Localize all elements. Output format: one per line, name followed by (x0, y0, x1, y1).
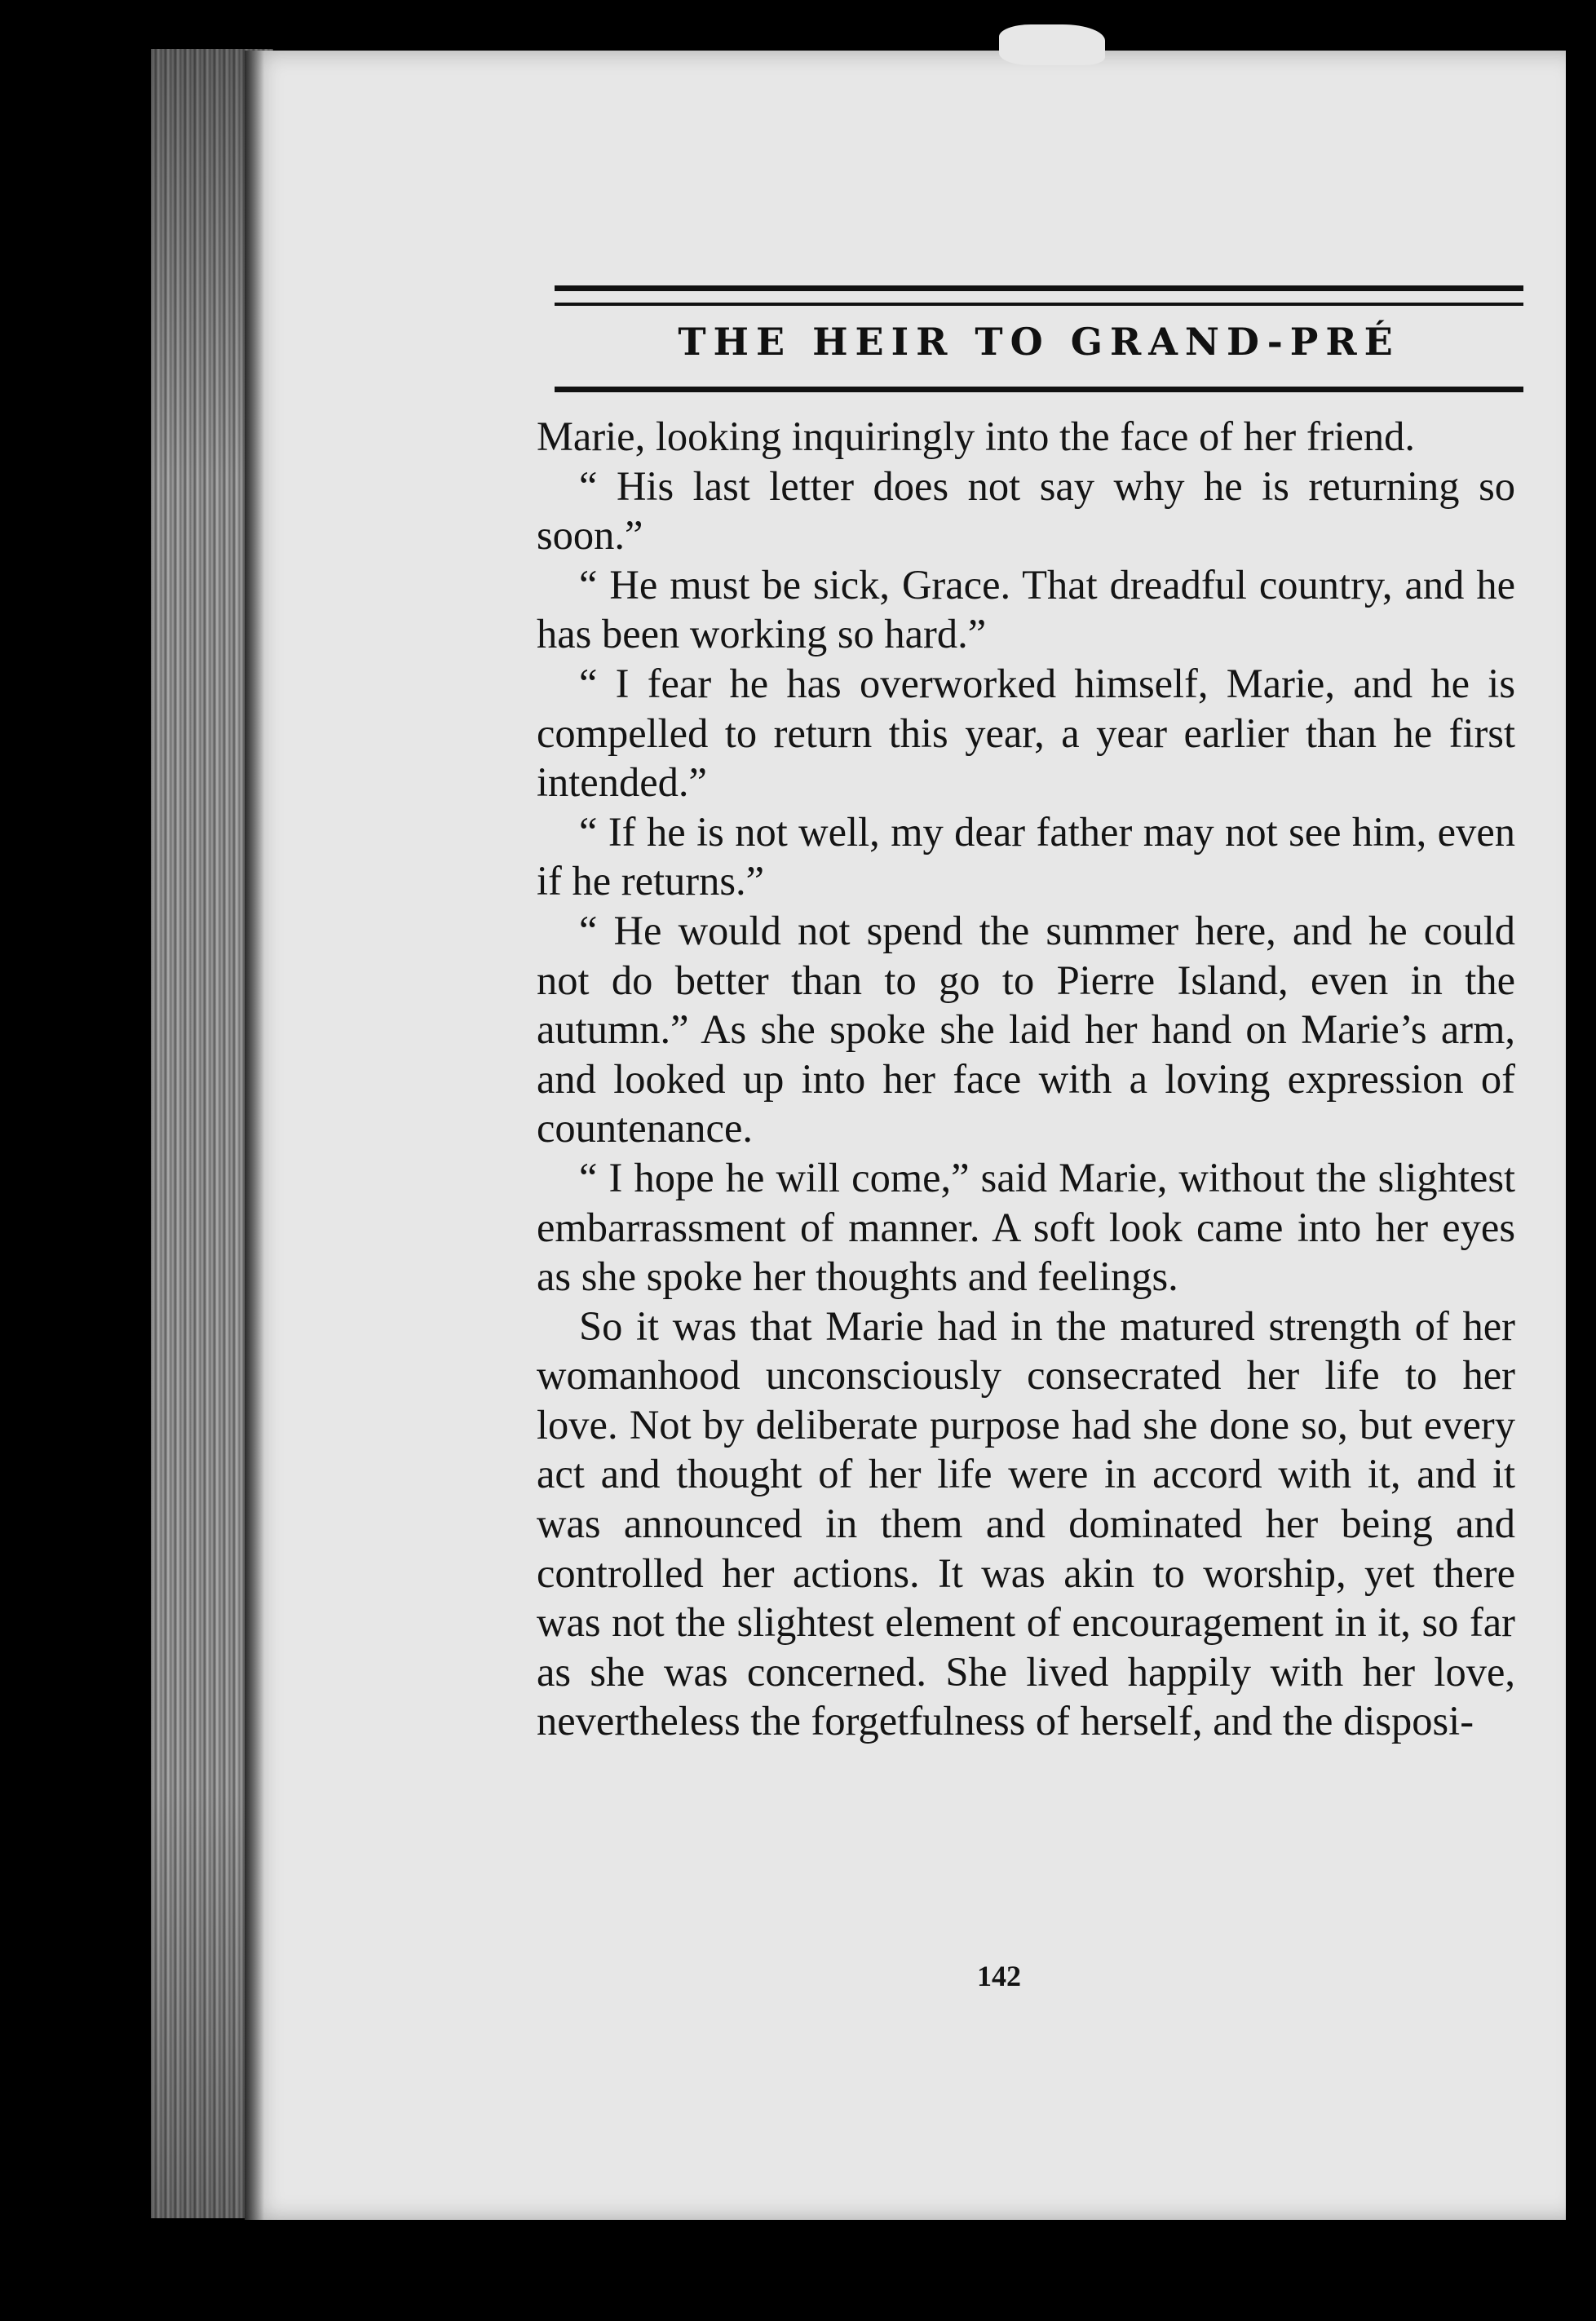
page-number: 142 (977, 1960, 1021, 1992)
header-rule-top-thick (555, 285, 1523, 291)
paragraph: “ If he is not well, my dear father may not see him, even if he returns.” (537, 808, 1515, 904)
paragraph-continued: Marie, looking inquiringly into the face of her friend. (537, 413, 1416, 459)
paragraph: “ He would not spend the summer here, and he could not do better than to go to Pierre Island, even in the autumn.” As she spoke she laid her hand on Marie’s arm, and looked up into her face with a loving expression of countenance. (537, 907, 1515, 1152)
header-rule-top-thin (555, 303, 1523, 306)
book-gutter (245, 51, 264, 2220)
paragraph: “ I fear he has overworked himself, Marie, and he is compelled to return this year, a year earlier than he first intended.” (537, 660, 1515, 806)
paragraph: “ I hope he will come,” said Marie, without the slightest embarrassment of manner. A soft look came into her eyes as she spoke her thoughts and feelings. (537, 1154, 1515, 1300)
paragraph: “ He must be sick, Grace. That dreadful country, and he has been working so hard.” (537, 561, 1515, 657)
page-tear-mark (999, 24, 1105, 65)
running-title: THE HEIR TO GRAND-PRÉ (678, 320, 1400, 364)
body-text (537, 412, 1515, 1746)
paragraph: So it was that Marie had in the matured strength of her womanhood unconsciously consecrated her life to her love. Not by deliberate purpose had she done so, but every act and thought of her life were in accord with it, and it was announced in them and dominated her being and controlled her actions. It was akin to worship, yet there was not the slightest element of encouragement in it, so far as she was concerned. She lived happily with her love, nevertheless the forgetfulness of herself, and the disposi- (537, 1302, 1515, 1744)
paragraph: “ His last letter does not say why he is returning so soon.” (537, 462, 1515, 559)
header-rule-bottom (555, 387, 1523, 392)
